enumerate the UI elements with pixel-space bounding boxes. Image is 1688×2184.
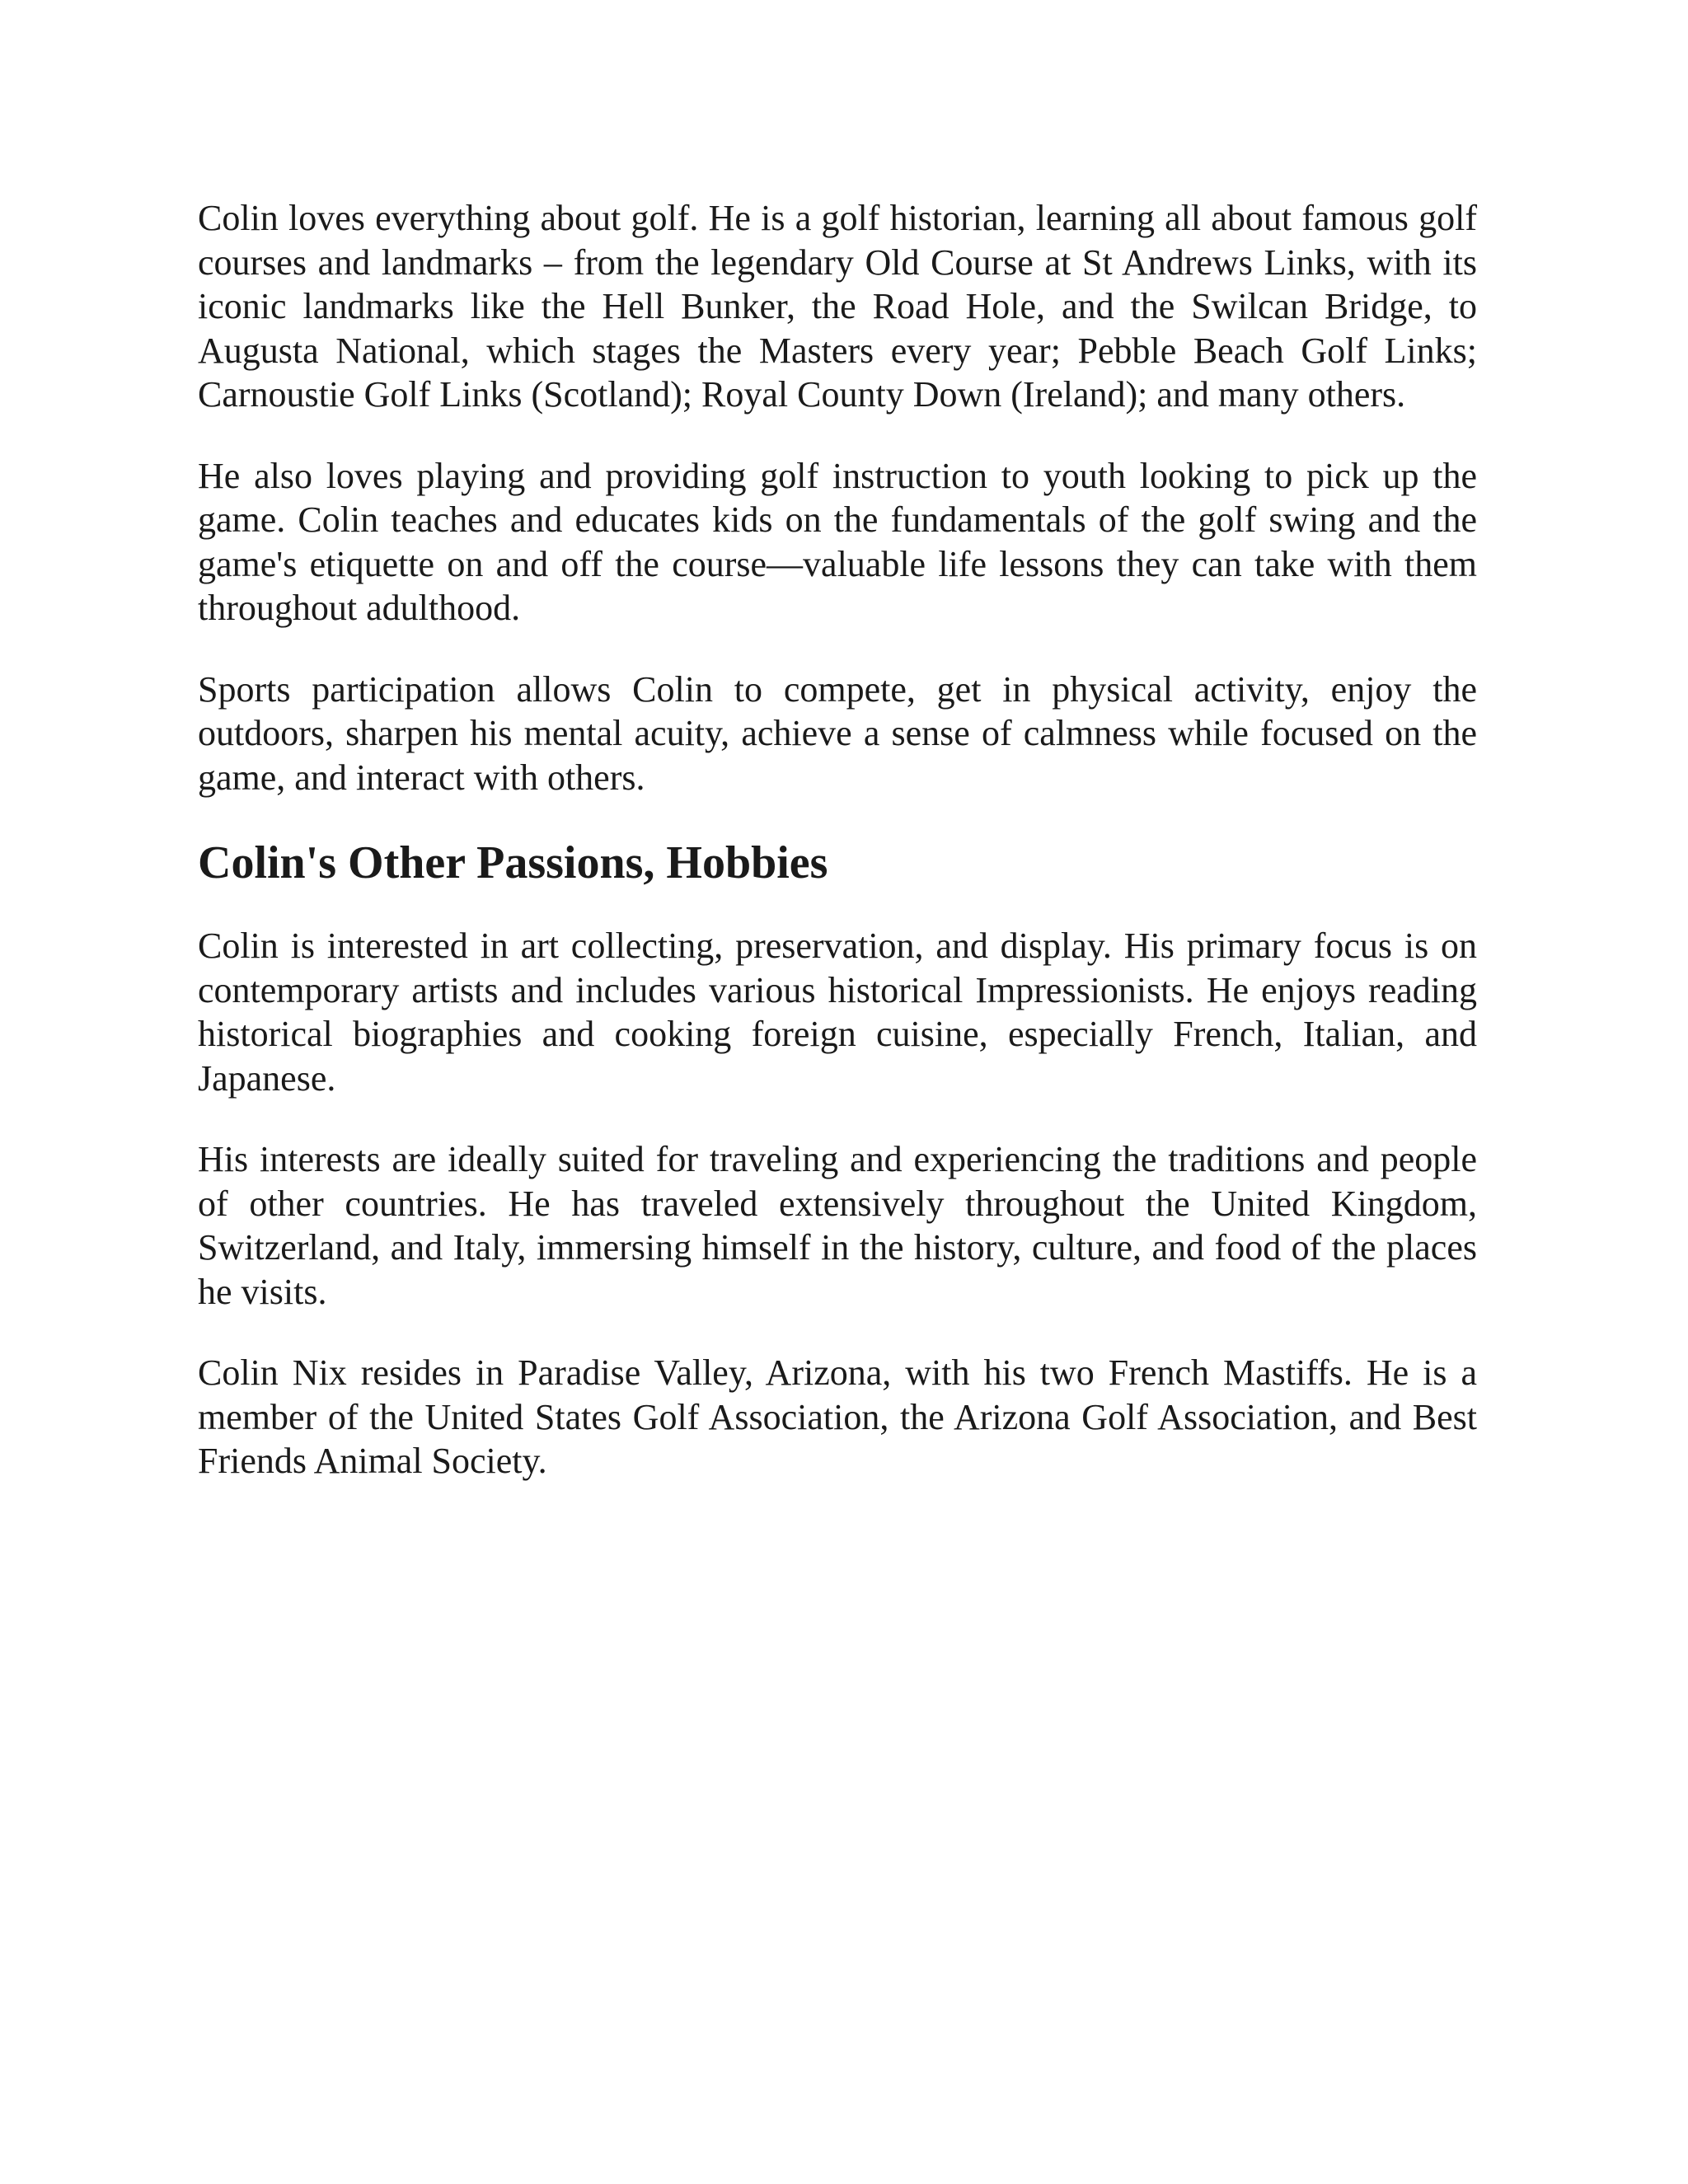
hobbies-paragraph-3: Colin Nix resides in Paradise Valley, Arizona, with his two French Mastiffs. He is a member of the United States Golf Association, the Arizona Golf Association, and Best Friends Animal Society.: [198, 1352, 1477, 1481]
page-content: [198, 196, 1477, 1521]
hobbies-heading: Colin's Other Passions, Hobbies: [198, 837, 828, 888]
golf-paragraph-3: Sports participation allows Colin to compete, get in physical activity, enjoy the outdoors, sharpen his mental acuity, achieve a sense of calmness while focused on the game, and interact with others.: [198, 668, 1477, 798]
hobbies-paragraph-1: Colin is interested in art collecting, preservation, and display. His primary focus is on contemporary artists and includes various historical Impressionists. He enjoys reading historical biographies and cooking foreign cuisine, especially French, Italian, and Japanese.: [198, 926, 1477, 1099]
golf-paragraph-2: He also loves playing and providing golf instruction to youth looking to pick up the game. Colin teaches and educates kids on the fundamentals of the golf swing and the game's etiquette on and off the course—valuable life lessons they can take with them throughout adulthood.: [198, 455, 1477, 628]
hobbies-paragraph-2: His interests are ideally suited for traveling and experiencing the traditions and people of other countries. He has traveled extensively throughout the United Kingdom, Switzerland, and Italy, immersing himself in the history, culture, and food of the places he visits.: [198, 1139, 1477, 1312]
golf-paragraph-1: Colin loves everything about golf. He is a golf historian, learning all about famous golf courses and landmarks – from the legendary Old Course at St Andrews Links, with its iconic landmarks like the Hell Bunker, the Road Hole, and the Swilcan Bridge, to Augusta National, which stages the Masters every year; Pebble Beach Golf Links; Carnoustie Golf Links (Scotland); Royal County Down (Ireland); and many others.: [198, 198, 1477, 415]
